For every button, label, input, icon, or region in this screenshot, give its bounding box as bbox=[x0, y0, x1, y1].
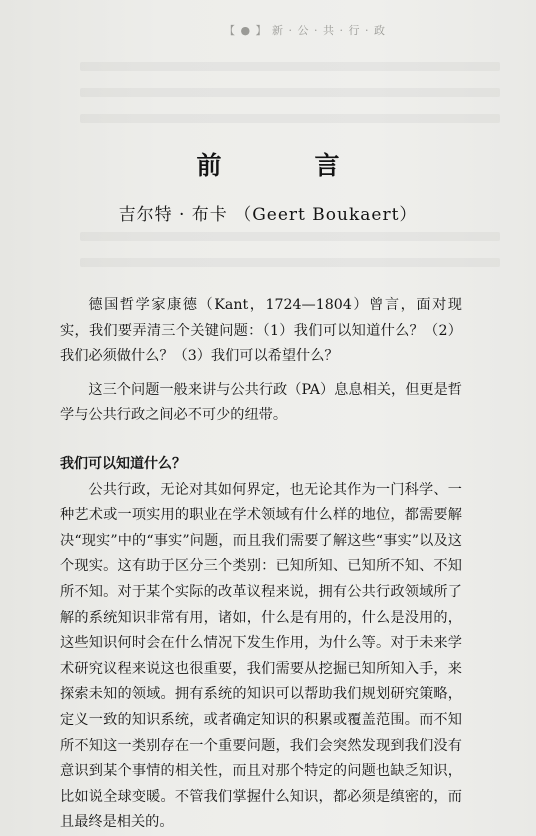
show-through bbox=[80, 114, 500, 123]
show-through bbox=[80, 258, 500, 267]
section-heading: 我们可以知道什么？ bbox=[60, 455, 186, 472]
show-through bbox=[80, 232, 500, 241]
page-title: 前 言 bbox=[196, 151, 374, 180]
body-text bbox=[60, 293, 462, 836]
show-through bbox=[80, 88, 500, 97]
show-through bbox=[80, 62, 500, 71]
author-line: 吉尔特 · 布卡 （Geert Boukaert） bbox=[118, 205, 418, 225]
running-header: 【 ● 】 新 · 公 · 共 · 行 · 政 bbox=[223, 24, 386, 37]
intro-paragraph-1: 德国哲学家康德（Kant，1724—1804）曾言，面对现实，我们要弄清三个关键问题：（1）我们可以知道什么？（2）我们必须做什么？（3）我们可以希望什么？ bbox=[60, 297, 462, 365]
intro-paragraph-2: 这三个问题一般来讲与公共行政（PA）息息相关，但更是哲学与公共行政之间必不可少的纽带。 bbox=[60, 381, 462, 424]
section-paragraph: 公共行政，无论对其如何界定，也无论其作为一门科学、一种艺术或一项实用的职业在学术领域有什么样的地位，都需要解决“现实”中的“事实”问题，而且我们需要了解这些“事实”以及这个现实。这有助于区分三个类别：已知所知、已知所不知、不知所不知。对于某个实际的改革议程来说，拥有公共行政领域所了解的系统知识非常有用，诸如，什么是有用的，什么是没用的，这些知识何时会在什么情况下发生作用，为什么等。对于未来学术研究议程来说这也很重要，我们需要从挖掘已知所知入手，来探索未知的领域。拥有系统的知识可以帮助我们规划研究策略，定义一致的知识系统，或者确定知识的积累或覆盖范围。而不知所不知这一类别存在一个重要问题，我们会突然发现到我们没有意识到某个事情的相关性，而且对那个特定的问题也缺乏知识，比如说全球变暖。不管我们掌握什么知识，都必须是缜密的，而且最终是相关的。 bbox=[60, 481, 462, 831]
